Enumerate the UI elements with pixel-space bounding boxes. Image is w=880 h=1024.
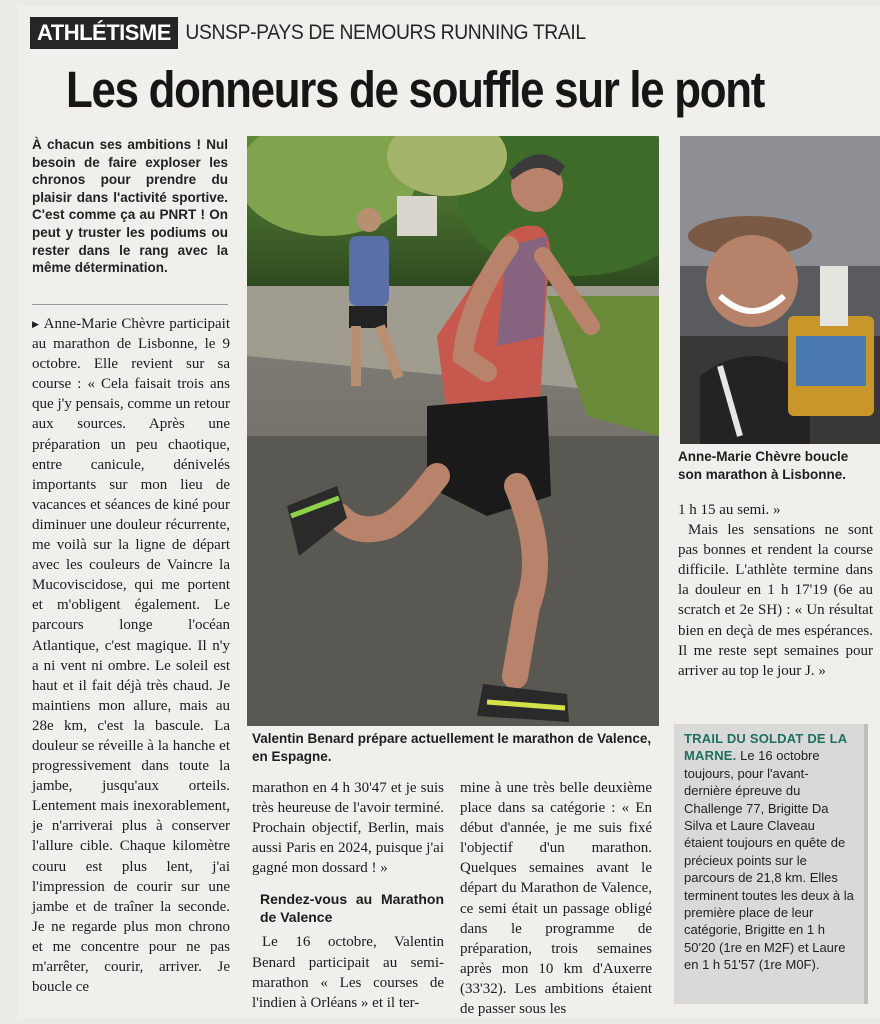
anne-marie-photo: [680, 136, 880, 444]
club-label: USNSP-PAYS DE NEMOURS RUNNING TRAIL: [185, 21, 586, 44]
section-label: ATHLÉTISME: [30, 17, 178, 49]
box-text: Le 16 octobre toujours, pour l'avant-dernière épreuve du Challenge 77, Brigitte Da Silva et Laure Claveau étaient toujours en quête de précieux points sur le parcours de 21,8 km. Elles terminent toutes les deux à la première place de leur catégorie, Brigitte en 1 h 50'20 (1re en M2F) et Laure en 1 h 51'57 (1re M0F).: [684, 748, 854, 973]
section-kicker: [30, 17, 621, 49]
column-4: [678, 500, 873, 681]
column-2-text: marathon en 4 h 30'47 et je suis très heureuse de l'avoir terminé. Prochain objectif, Berlin, mais aussi Paris en 2024, puisque j'ai gagné mon dossard ! »: [252, 780, 444, 877]
caption-main: Valentin Benard prépare actuellement le marathon de Valence, en Espagne.: [252, 731, 652, 764]
column-2b-text: Le 16 octobre, Valentin Benard participait au semi-marathon « Les courses de l'indien à Orléans » et il ter-: [252, 934, 444, 1011]
column-1-text: ▶ Anne-Marie Chèvre participait au marathon de Lisbonne, le 9 octobre. Elle revient sur sa course : « Cela faisait trois ans que j'y pensais, comme un retour aux sources. Après une préparation un peu chaotique, entre canicule, dénivelés importants sur mon lieu de vacances et séances de kiné pour diminuer une douleur récurrente, me voilà sur la ligne de départ avec les couleurs de Vaincre la Mucoviscidose, qui me portent et m'obligent également. Le parcours longe l'océan Atlantique, c'est magique. Il n'y a ni vent ni ombre. Le soleil est haut et il fait déjà très chaud. Je maintiens mon allure, mais au 28e km, c'est la bascule. La douleur se réveille à la hanche et progressivement dans toute la jambe, jusqu'aux orteils. Lentement mais inexorablement, je n'arriverai plus à conserver l'allure cible. Chaque kilomètre couru est plus lent, j'ai l'impression de courir sur une jambe et de traîner la seconde. Je ne regarde plus mon chrono et me concentre pour ne pas m'arrêter, courir, arriver. Je boucle ce: [32, 314, 230, 997]
column-3-text: mine à une très belle deuxième place dans sa catégorie : « En début d'année, je me suis fixé l'objectif d'un marathon. Quelques semaines avant le départ du Marathon de Valence, ce semi était un passage obligé dans le programme de préparation, trois semaines après mon 10 km d'Auxerre (33'32). Les ambitions étaient de passer sous les: [460, 780, 652, 1018]
column-4a-text: 1 h 15 au semi. »: [678, 502, 781, 518]
anne-marie-photo-illustration: [680, 136, 880, 444]
caption-side: Anne-Marie Chèvre boucle son marathon à Lisbonne.: [678, 449, 849, 482]
divider: [32, 304, 228, 305]
sidebar-box: [674, 724, 868, 1004]
runner-photo-illustration: [247, 136, 659, 726]
headline: Les donneurs de souffle sur le pont: [66, 61, 765, 118]
column-2: [252, 778, 444, 1013]
column-1: [32, 314, 230, 997]
runner-photo: [247, 136, 659, 726]
box-title: TRAIL DU SOLDAT DE LA MARNE.: [684, 731, 847, 764]
column-3: [460, 778, 652, 1019]
subhead: Rendez-vous au Marathon de Valence: [260, 891, 444, 926]
column-4b-text: Mais les sensations ne sont pas bonnes et rendent la course difficile. L'athlète termine dans la douleur en 1 h 17'19 (6e au scratch et 2e SH) : « Un résultat bien en deçà de mes espérances. Il me reste sept semaines pour arriver au top le jour J. »: [678, 522, 873, 679]
chapo: À chacun ses ambitions ! Nul besoin de faire exploser les chronos pour prendre du plaisir dans l'activité sportive. C'est comme ça au PNRT ! On peut y truster les podiums ou rester dans le rang avec la même détermination.: [32, 137, 228, 276]
